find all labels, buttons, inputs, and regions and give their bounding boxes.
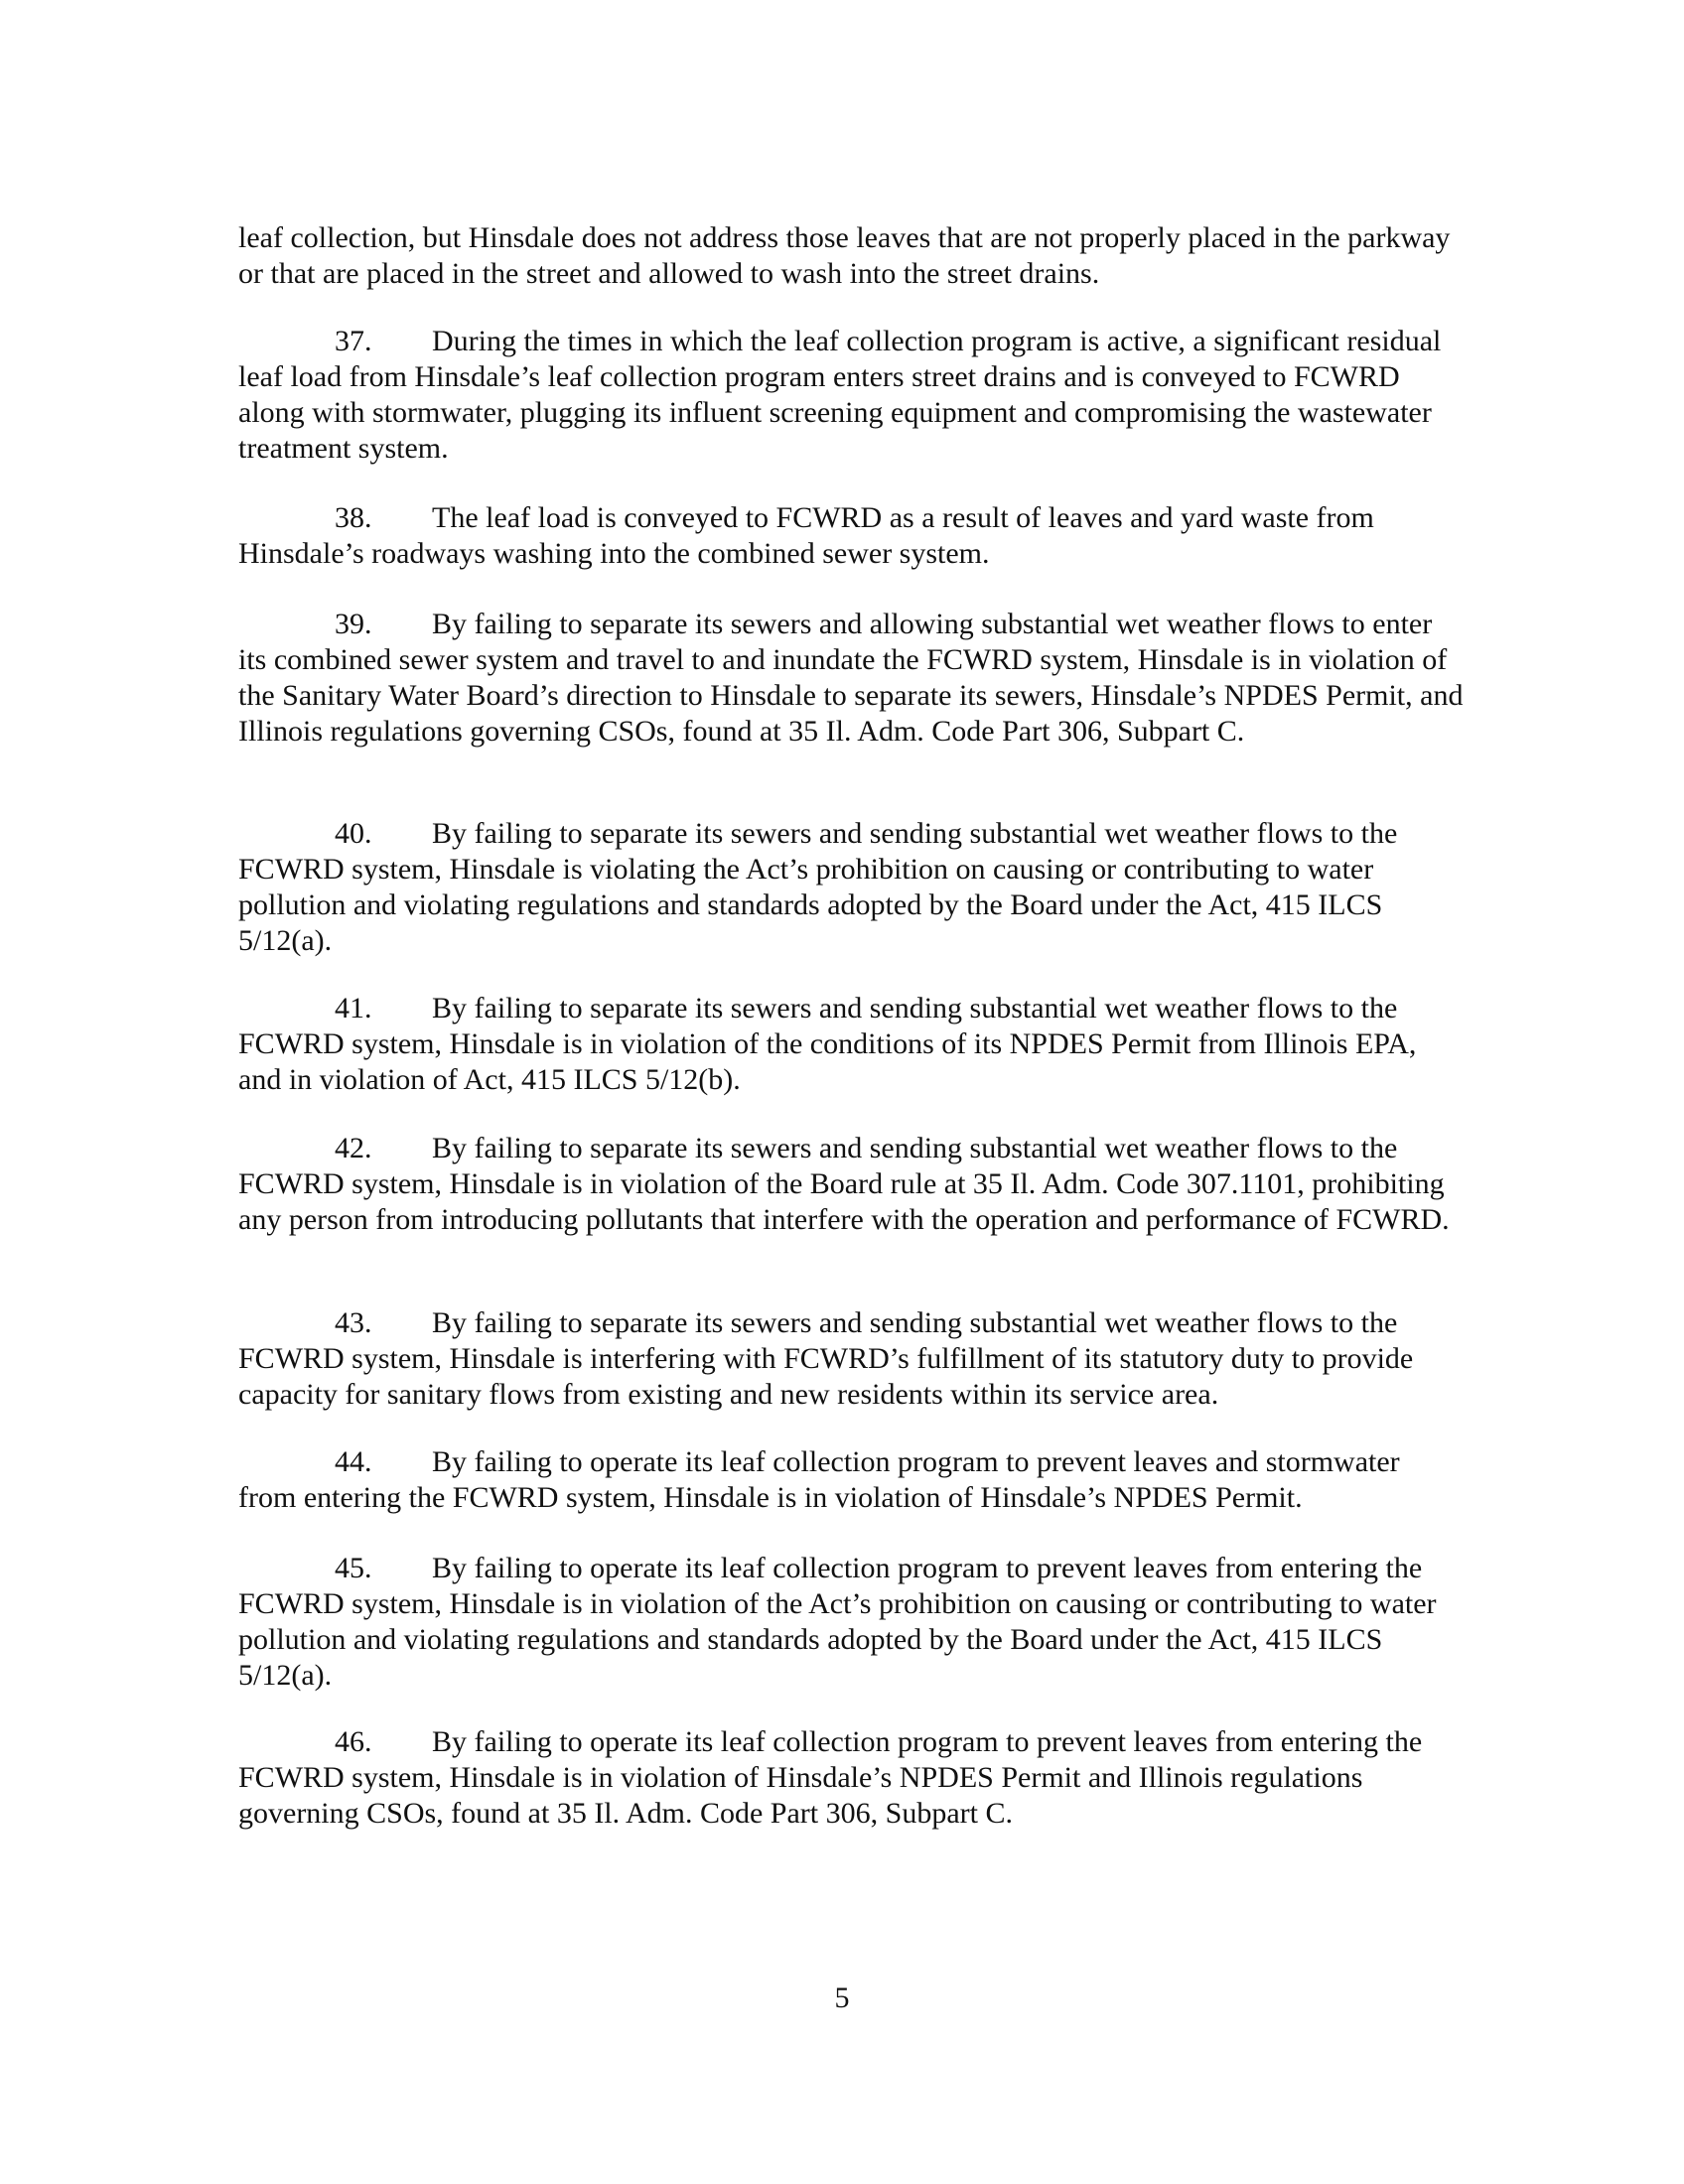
paragraph-text: By failing to operate its leaf collection program to prevent leaves from entering the FCWRD system, Hinsdale is in violation of Hinsdale’s NPDES Permit and Illinois regulations governing CSOs, found at 35 Il. Adm. Code Part 306, Subpart C. xyxy=(238,1725,1423,1830)
paragraph-39 xyxy=(238,607,1465,750)
continuation-paragraph xyxy=(238,220,1465,292)
paragraph-41 xyxy=(238,991,1465,1098)
paragraph-text: By failing to separate its sewers and sending substantial wet weather flows to the FCWRD system, Hinsdale is interfering with FCWRD’s fulfillment of its statutory duty to provide capacity for sanitary flows from existing and new residents within its service area. xyxy=(238,1306,1414,1411)
paragraph-text: The leaf load is conveyed to FCWRD as a result of leaves and yard waste from Hinsdale’s roadways washing into the combined sewer system. xyxy=(238,501,1374,570)
paragraph-text: During the times in which the leaf collection program is active, a significant residual leaf load from Hinsdale’s leaf collection program enters street drains and is conveyed to FCWRD along with stormwater, plugging its influent screening equipment and compromising the wastewater treatment system. xyxy=(238,325,1442,465)
paragraph-40 xyxy=(238,816,1465,959)
paragraph-38 xyxy=(238,500,1465,572)
paragraph-number: 44. xyxy=(335,1445,372,1478)
paragraph-37 xyxy=(238,324,1465,467)
paragraph-number: 46. xyxy=(335,1725,372,1758)
page-number: 5 xyxy=(834,1981,850,2014)
paragraph-46 xyxy=(238,1724,1465,1832)
paragraph-43 xyxy=(238,1305,1465,1413)
paragraph-number: 37. xyxy=(335,325,372,357)
paragraph-text: By failing to separate its sewers and sending substantial wet weather flows to the FCWRD system, Hinsdale is in violation of the Board rule at 35 Il. Adm. Code 307.1101, prohibiting any person from introducing pollutants that interfere with the operation and performance of FCWRD. xyxy=(238,1132,1450,1236)
paragraph-text: By failing to separate its sewers and sending substantial wet weather flows to the FCWRD system, Hinsdale is violating the Act’s prohibition on causing or contributing to water pollution and violating regulations and standards adopted by the Board under the Act, 415 ILCS 5/12(a). xyxy=(238,817,1398,957)
paragraph-42 xyxy=(238,1131,1465,1238)
paragraph-text: By failing to operate its leaf collection program to prevent leaves from entering the FCWRD system, Hinsdale is in violation of the Act’s prohibition on causing or contributing to water pollution and violating regulations and standards adopted by the Board under the Act, 415 ILCS 5/12(a). xyxy=(238,1552,1437,1692)
paragraph-text: leaf collection, but Hinsdale does not address those leaves that are not properly placed in the parkway or that are placed in the street and allowed to wash into the street drains. xyxy=(238,221,1451,290)
paragraph-44 xyxy=(238,1444,1465,1516)
paragraph-number: 39. xyxy=(335,608,372,640)
paragraph-text: By failing to separate its sewers and sending substantial wet weather flows to the FCWRD system, Hinsdale is in violation of the conditions of its NPDES Permit from Illinois EPA, and in violation of Act, 415 ILCS 5/12(b). xyxy=(238,992,1417,1096)
paragraph-number: 40. xyxy=(335,817,372,850)
paragraph-number: 41. xyxy=(335,992,372,1024)
paragraph-text: By failing to operate its leaf collection program to prevent leaves and stormwater from entering the FCWRD system, Hinsdale is in violation of Hinsdale’s NPDES Permit. xyxy=(238,1445,1400,1514)
paragraph-text: By failing to separate its sewers and allowing substantial wet weather flows to enter its combined sewer system and travel to and inundate the FCWRD system, Hinsdale is in violation of the Sanitary Water Board’s direction to Hinsdale to separate its sewers, Hinsdale’s NPDES Permit, and Illinois regulations governing CSOs, found at 35 Il. Adm. Code Part 306, Subpart C. xyxy=(238,608,1464,748)
paragraph-number: 43. xyxy=(335,1306,372,1339)
paragraph-number: 45. xyxy=(335,1552,372,1584)
paragraph-number: 38. xyxy=(335,501,372,534)
paragraph-number: 42. xyxy=(335,1132,372,1164)
paragraph-45 xyxy=(238,1551,1465,1694)
